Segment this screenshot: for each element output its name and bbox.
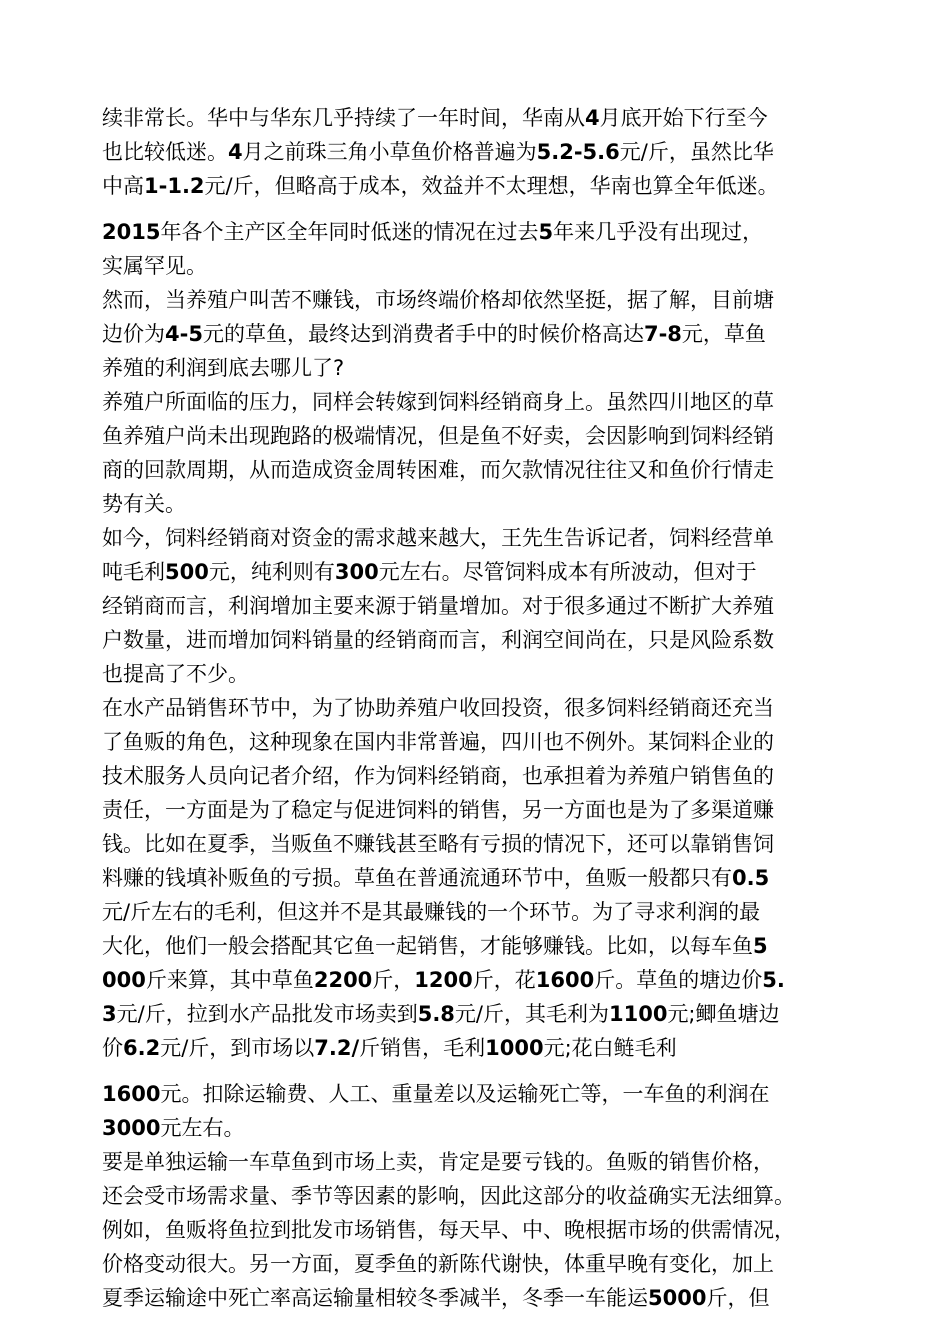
text-line: 价格变动很大。另一方面，夏季鱼的新陈代谢快，体重早晚有变化，加上 [102, 1252, 774, 1276]
text-line: 中高1-1.2元/斤，但略高于成本，效益并不太理想，华南也算全年低迷。 [102, 174, 779, 198]
text-line: 料赚的钱填补贩鱼的亏损。草鱼在普通流通环节中，鱼贩一般都只有0.5 [102, 866, 770, 890]
text-line: 然而，当养殖户叫苦不赚钱，市场终端价格却依然坚挺，据了解，目前塘 [102, 288, 774, 312]
text-line: 价6.2元/斤，到市场以7.2/斤销售，毛利1000元;花白鲢毛利 [102, 1036, 677, 1060]
text-line: 也提高了不少。 [102, 662, 249, 686]
text-line: 要是单独运输一车草鱼到市场上卖，肯定是要亏钱的。鱼贩的销售价格， [102, 1150, 774, 1174]
text-line: 养殖的利润到底去哪儿了? [102, 356, 345, 380]
text-line: 例如，鱼贩将鱼拉到批发市场销售，每天早、中、晚根据市场的供需情况， [102, 1218, 795, 1242]
text-line: 技术服务人员向记者介绍，作为饲料经销商，也承担着为养殖户销售鱼的 [102, 764, 774, 788]
text-line: 商的回款周期，从而造成资金周转困难，而欠款情况往往又和鱼价行情走 [102, 458, 774, 482]
text-line: 大化，他们一般会搭配其它鱼一起销售，才能够赚钱。比如，以每车鱼5 [102, 934, 768, 958]
text-line: 实属罕见。 [102, 254, 207, 278]
text-line: 夏季运输途中死亡率高运输量相较冬季减半，冬季一车能运5000斤，但 [102, 1286, 770, 1310]
text-line: 000斤来算，其中草鱼2200斤，1200斤，花1600斤。草鱼的塘边价5. [102, 968, 785, 992]
text-line: 了鱼贩的角色，这种现象在国内非常普遍，四川也不例外。某饲料企业的 [102, 730, 774, 754]
text-line: 在水产品销售环节中，为了协助养殖户收回投资，很多饲料经销商还充当 [102, 696, 774, 720]
text-line: 钱。比如在夏季，当贩鱼不赚钱甚至略有亏损的情况下，还可以靠销售饲 [102, 832, 774, 856]
text-line: 2015年各个主产区全年同时低迷的情况在过去5年来几乎没有出现过， [102, 220, 764, 244]
text-line: 1600元。扣除运输费、人工、重量差以及运输死亡等，一车鱼的利润在 [102, 1082, 770, 1106]
text-line: 养殖户所面临的压力，同样会转嫁到饲料经销商身上。虽然四川地区的草 [102, 390, 774, 414]
text-line: 如今，饲料经销商对资金的需求越来越大，王先生告诉记者，饲料经营单 [102, 526, 774, 550]
text-line: 续非常长。华中与华东几乎持续了一年时间，华南从4月底开始下行至今 [102, 106, 768, 130]
text-line: 3元/斤，拉到水产品批发市场卖到5.8元/斤，其毛利为1100元;鲫鱼塘边 [102, 1002, 780, 1026]
text-line: 户数量，进而增加饲料销量的经销商而言，利润空间尚在，只是风险系数 [102, 628, 774, 652]
text-line: 也比较低迷。4月之前珠三角小草鱼价格普遍为5.2-5.6元/斤，虽然比华 [102, 140, 774, 164]
text-line: 责任，一方面是为了稳定与促进饲料的销售，另一方面也是为了多渠道赚 [102, 798, 774, 822]
text-line: 鱼养殖户尚未出现跑路的极端情况，但是鱼不好卖，会因影响到饲料经销 [102, 424, 774, 448]
text-line: 吨毛利500元，纯利则有300元左右。尽管饲料成本有所波动，但对于 [102, 560, 757, 584]
text-line: 元/斤左右的毛利，但这并不是其最赚钱的一个环节。为了寻求利润的最 [102, 900, 761, 924]
text-line: 3000元左右。 [102, 1116, 245, 1140]
text-line: 还会受市场需求量、季节等因素的影响，因此这部分的收益确实无法细算。 [102, 1184, 795, 1208]
text-line: 经销商而言，利润增加主要来源于销量增加。对于很多通过不断扩大养殖 [102, 594, 774, 618]
text-line: 势有关。 [102, 492, 186, 516]
text-line: 边价为4-5元的草鱼，最终达到消费者手中的时候价格高达7-8元，草鱼 [102, 322, 766, 346]
